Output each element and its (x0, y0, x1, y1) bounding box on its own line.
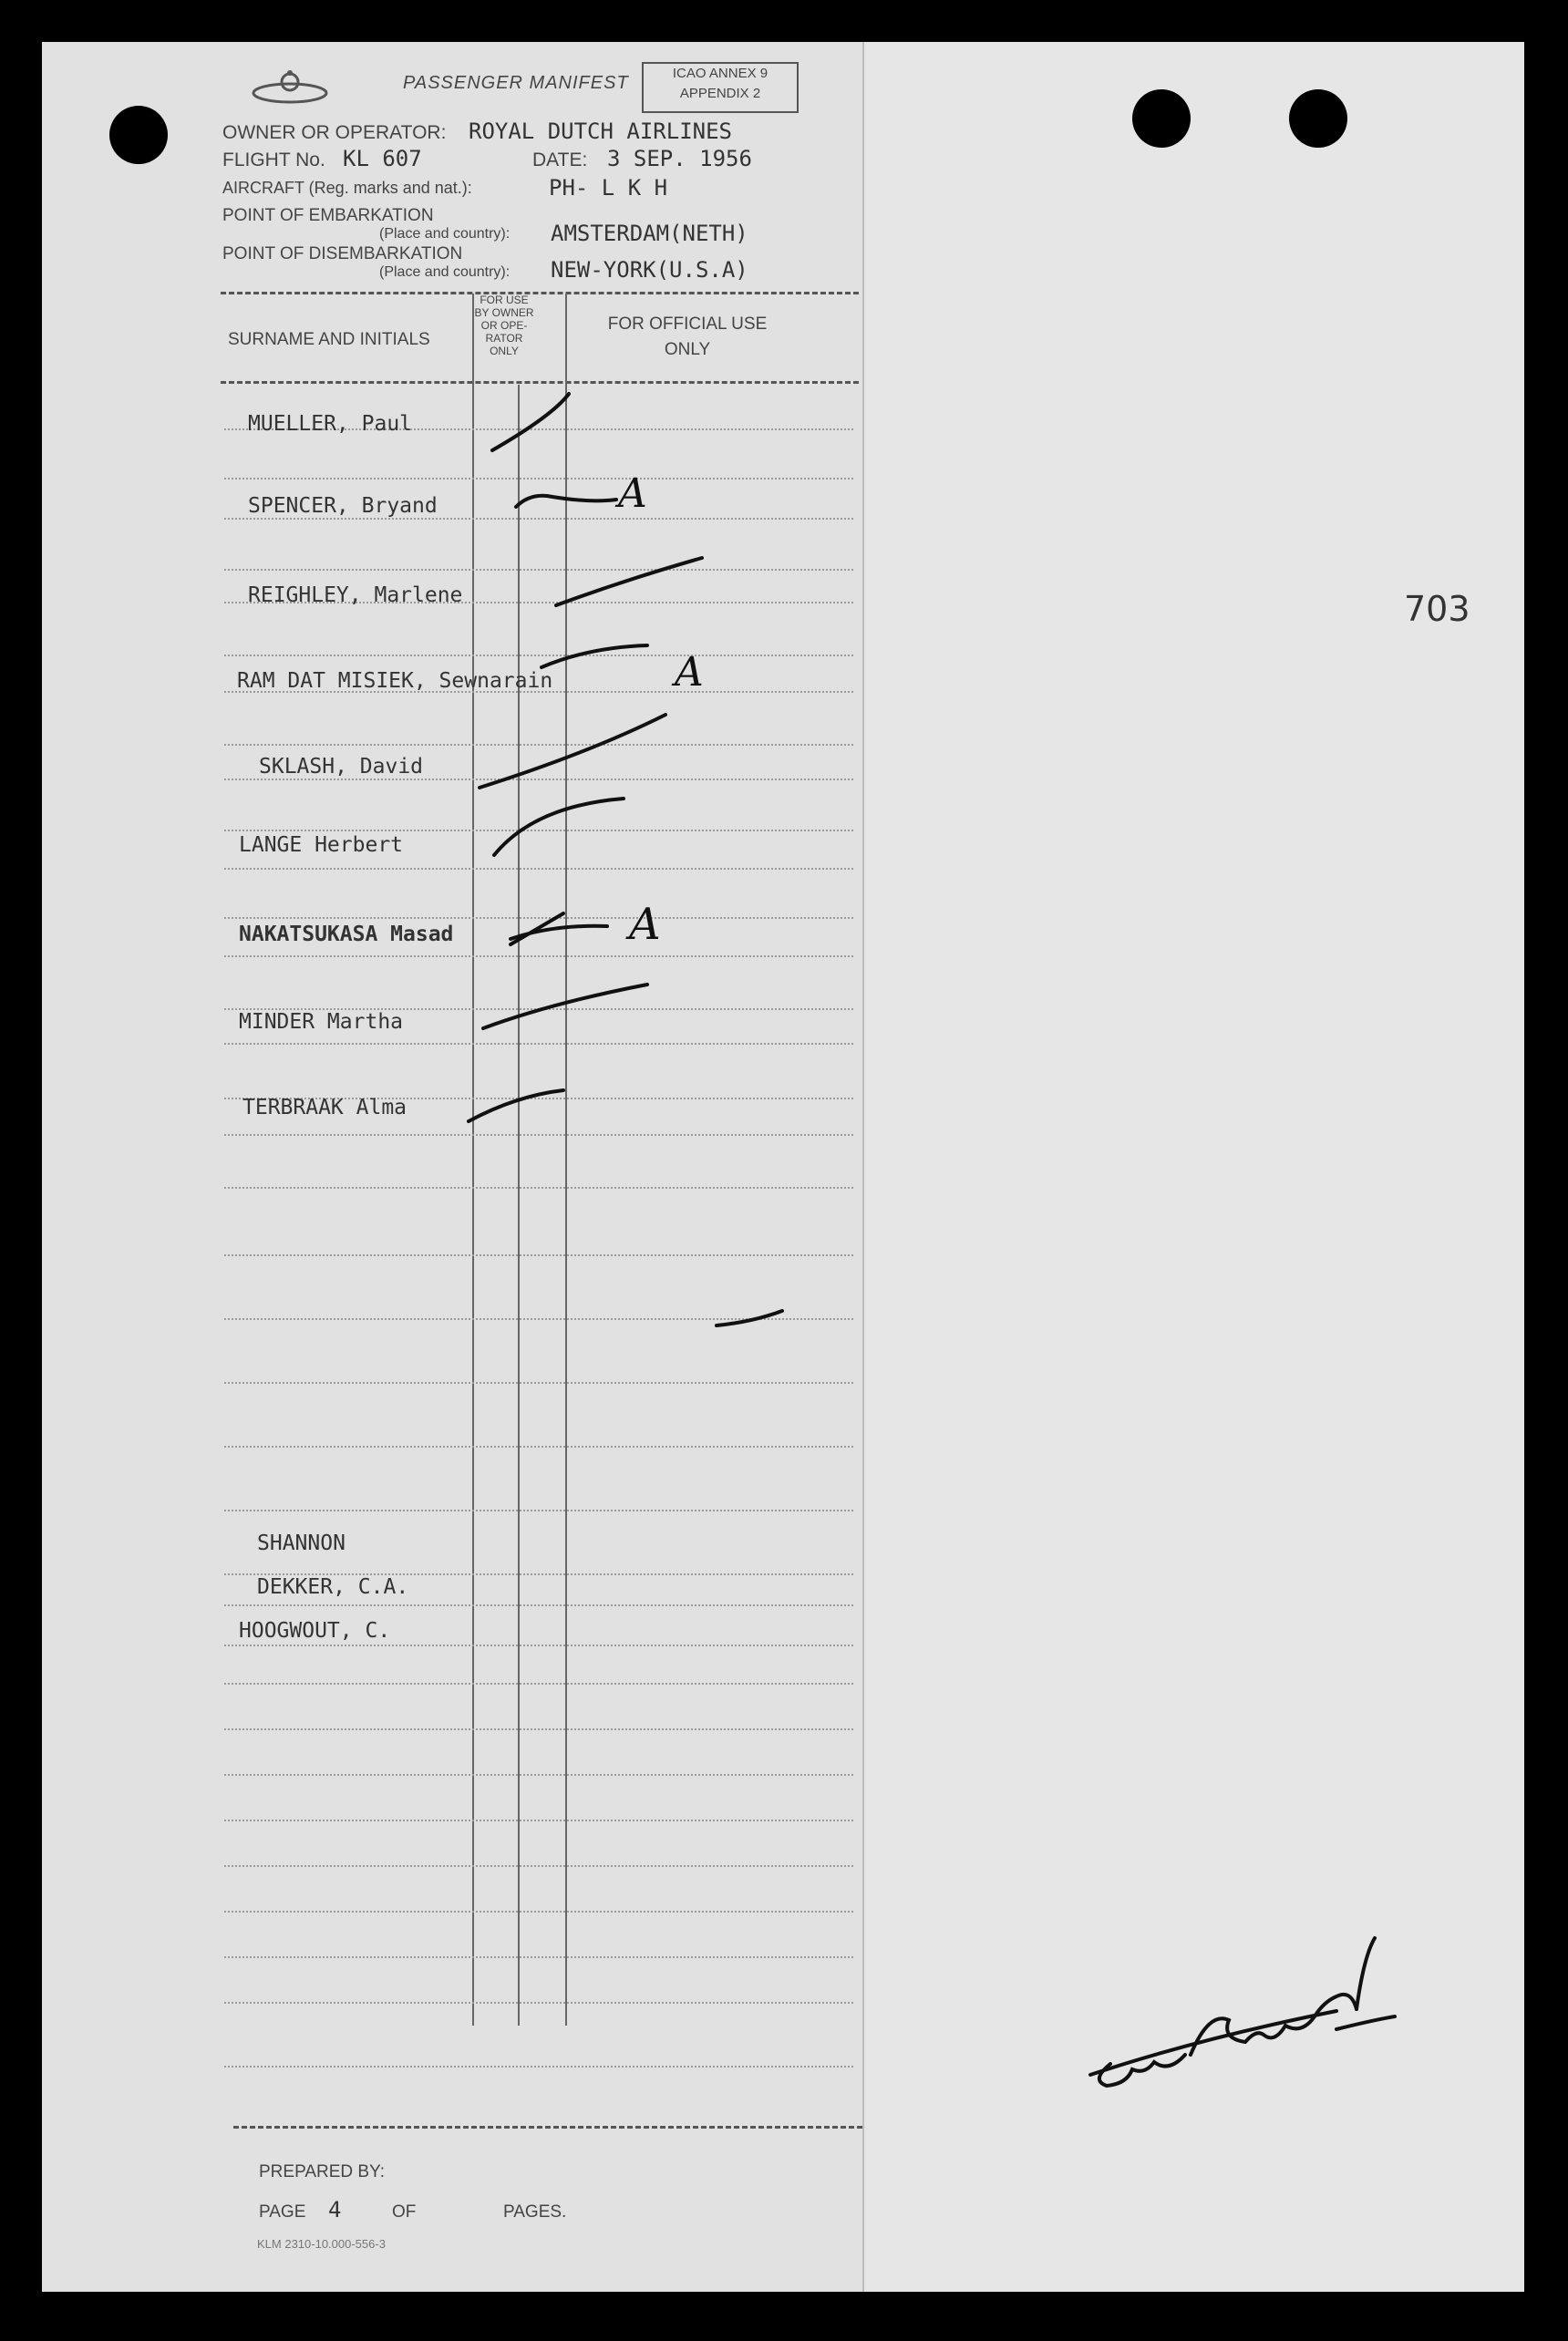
passenger-name: NAKATSUKASA Masad (239, 923, 454, 946)
manifest-page (42, 42, 1524, 2292)
handwritten-signature (1063, 1902, 1464, 2102)
handwritten-mark: A (629, 899, 661, 950)
passenger-name: TERBRAAK Alma (242, 1096, 407, 1119)
table-bottom-rule (233, 2126, 862, 2129)
embarkation-label: POINT OF EMBARKATION (222, 206, 434, 225)
form-code: KLM 2310-10.000-556-3 (257, 2237, 386, 2251)
of-label: OF (392, 2202, 417, 2222)
passenger-name: LANGE Herbert (239, 833, 404, 857)
embarkation-sub: (Place and country): (379, 226, 511, 242)
passenger-name: RAM DAT MISIEK, Sewnarain (237, 669, 553, 693)
manifest-title: PASSENGER MANIFEST (403, 73, 629, 93)
crew-name: DEKKER, C.A. (257, 1575, 409, 1599)
passenger-name: MINDER Martha (239, 1010, 404, 1034)
page-value: 4 (328, 2197, 342, 2222)
icao-line: APPENDIX 2 (679, 86, 761, 101)
passenger-name: MUELLER, Paul (248, 412, 413, 436)
aircraft-value: PH- L K H (549, 175, 668, 201)
embarkation-value: AMSTERDAM(NETH) (551, 221, 748, 246)
aircraft-label: AIRCRAFT (Reg. marks and nat.): (222, 179, 472, 197)
owner-value: ROYAL DUTCH AIRLINES (469, 119, 732, 144)
pages-label: PAGES. (503, 2202, 567, 2222)
disembarkation-label: POINT OF DISEMBARKATION (222, 244, 463, 263)
crew-name: SHANNON (257, 1531, 346, 1555)
page-label: PAGE (259, 2202, 306, 2222)
prepared-by-label: PREPARED BY: (259, 2162, 385, 2181)
date-value: 3 SEP. 1956 (607, 146, 752, 171)
disembarkation-value: NEW-YORK(U.S.A) (551, 257, 748, 283)
passenger-name: SPENCER, Bryand (248, 494, 438, 518)
column-header-official-use: FOR OFFICIAL USE ONLY (607, 315, 768, 359)
icao-line: ICAO ANNEX 9 (672, 66, 769, 81)
disembarkation-sub: (Place and country): (379, 264, 511, 280)
flight-label: FLIGHT No. (222, 150, 325, 170)
handwritten-mark: A (618, 470, 647, 517)
date-label: DATE: (532, 150, 588, 170)
column-header-owner-use: FOR USE BY OWNER OR OPE- RATOR ONLY (474, 294, 534, 357)
flight-value: KL 607 (343, 146, 422, 171)
crew-name: HOOGWOUT, C. (239, 1619, 391, 1643)
passenger-name: SKLASH, David (259, 755, 424, 779)
passenger-name: REIGHLEY, Marlene (248, 583, 463, 607)
owner-label: OWNER OR OPERATOR: (222, 122, 447, 143)
column-header-surname: SURNAME AND INITIALS (228, 330, 430, 349)
handwritten-mark: A (675, 649, 704, 696)
archive-page-number: 703 (1404, 589, 1470, 629)
